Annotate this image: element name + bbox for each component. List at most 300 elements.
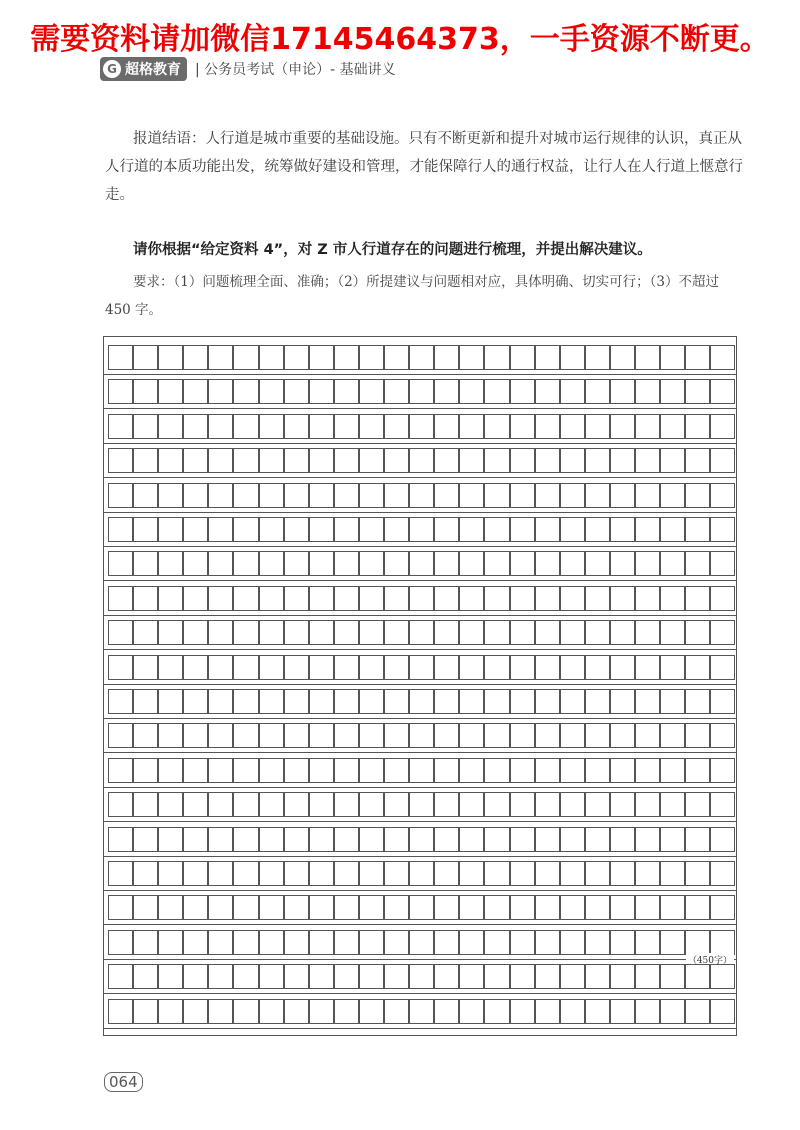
grid-cell[interactable] <box>585 861 610 886</box>
grid-cell[interactable] <box>158 861 183 886</box>
grid-cell[interactable] <box>535 792 560 817</box>
grid-cell[interactable] <box>459 827 484 852</box>
grid-cell[interactable] <box>459 483 484 508</box>
grid-cell[interactable] <box>710 792 735 817</box>
grid-cell[interactable] <box>384 827 409 852</box>
grid-cell[interactable] <box>535 586 560 611</box>
grid-cell[interactable] <box>409 895 434 920</box>
grid-cell[interactable] <box>660 930 685 955</box>
grid-cell[interactable] <box>284 827 309 852</box>
grid-cell[interactable] <box>710 655 735 680</box>
grid-cell[interactable] <box>233 758 258 783</box>
grid-cell[interactable] <box>108 861 133 886</box>
grid-cell[interactable] <box>183 895 208 920</box>
grid-cell[interactable] <box>158 723 183 748</box>
grid-cell[interactable] <box>685 448 710 473</box>
grid-cell[interactable] <box>309 586 334 611</box>
grid-cell[interactable] <box>459 999 484 1024</box>
grid-cell[interactable] <box>208 861 233 886</box>
grid-cell[interactable] <box>710 586 735 611</box>
grid-cell[interactable] <box>535 345 560 370</box>
grid-cell[interactable] <box>459 758 484 783</box>
grid-cell[interactable] <box>660 689 685 714</box>
grid-cell[interactable] <box>259 379 284 404</box>
grid-cell[interactable] <box>158 379 183 404</box>
grid-cell[interactable] <box>233 483 258 508</box>
grid-cell[interactable] <box>409 379 434 404</box>
grid-cell[interactable] <box>510 379 535 404</box>
grid-cell[interactable] <box>208 758 233 783</box>
grid-cell[interactable] <box>610 620 635 645</box>
grid-cell[interactable] <box>334 620 359 645</box>
grid-cell[interactable] <box>284 551 309 576</box>
grid-cell[interactable] <box>384 414 409 439</box>
grid-cell[interactable] <box>309 827 334 852</box>
grid-cell[interactable] <box>585 689 610 714</box>
grid-cell[interactable] <box>510 551 535 576</box>
grid-cell[interactable] <box>610 723 635 748</box>
grid-cell[interactable] <box>710 345 735 370</box>
grid-cell[interactable] <box>208 379 233 404</box>
grid-cell[interactable] <box>560 655 585 680</box>
grid-cell[interactable] <box>233 689 258 714</box>
grid-cell[interactable] <box>133 895 158 920</box>
grid-cell[interactable] <box>510 483 535 508</box>
grid-cell[interactable] <box>359 930 384 955</box>
grid-cell[interactable] <box>183 861 208 886</box>
grid-cell[interactable] <box>334 827 359 852</box>
grid-cell[interactable] <box>108 930 133 955</box>
grid-cell[interactable] <box>710 517 735 542</box>
grid-cell[interactable] <box>384 792 409 817</box>
grid-cell[interactable] <box>635 620 660 645</box>
grid-cell[interactable] <box>309 861 334 886</box>
grid-cell[interactable] <box>710 964 735 989</box>
grid-cell[interactable] <box>384 930 409 955</box>
grid-cell[interactable] <box>309 895 334 920</box>
grid-cell[interactable] <box>108 517 133 542</box>
grid-cell[interactable] <box>108 758 133 783</box>
grid-cell[interactable] <box>233 861 258 886</box>
grid-cell[interactable] <box>710 827 735 852</box>
grid-cell[interactable] <box>484 861 509 886</box>
grid-cell[interactable] <box>484 655 509 680</box>
grid-cell[interactable] <box>434 999 459 1024</box>
grid-cell[interactable] <box>459 655 484 680</box>
grid-cell[interactable] <box>685 689 710 714</box>
grid-cell[interactable] <box>710 758 735 783</box>
grid-cell[interactable] <box>484 448 509 473</box>
grid-cell[interactable] <box>309 723 334 748</box>
grid-cell[interactable] <box>660 758 685 783</box>
grid-cell[interactable] <box>284 723 309 748</box>
grid-cell[interactable] <box>334 999 359 1024</box>
grid-cell[interactable] <box>585 551 610 576</box>
grid-cell[interactable] <box>710 861 735 886</box>
grid-cell[interactable] <box>685 930 710 955</box>
grid-cell[interactable] <box>484 620 509 645</box>
grid-cell[interactable] <box>660 379 685 404</box>
grid-cell[interactable] <box>208 414 233 439</box>
grid-cell[interactable] <box>334 414 359 439</box>
grid-cell[interactable] <box>309 655 334 680</box>
grid-cell[interactable] <box>384 895 409 920</box>
grid-cell[interactable] <box>183 792 208 817</box>
grid-cell[interactable] <box>610 345 635 370</box>
grid-cell[interactable] <box>384 758 409 783</box>
grid-cell[interactable] <box>334 551 359 576</box>
grid-cell[interactable] <box>585 586 610 611</box>
grid-cell[interactable] <box>560 999 585 1024</box>
grid-cell[interactable] <box>685 758 710 783</box>
grid-cell[interactable] <box>459 930 484 955</box>
grid-cell[interactable] <box>359 586 384 611</box>
grid-cell[interactable] <box>158 517 183 542</box>
grid-cell[interactable] <box>133 723 158 748</box>
grid-cell[interactable] <box>183 655 208 680</box>
grid-cell[interactable] <box>459 414 484 439</box>
grid-cell[interactable] <box>183 551 208 576</box>
grid-cell[interactable] <box>434 551 459 576</box>
grid-cell[interactable] <box>459 448 484 473</box>
grid-cell[interactable] <box>560 827 585 852</box>
grid-cell[interactable] <box>459 379 484 404</box>
grid-cell[interactable] <box>459 551 484 576</box>
grid-cell[interactable] <box>233 414 258 439</box>
grid-cell[interactable] <box>259 861 284 886</box>
grid-cell[interactable] <box>259 414 284 439</box>
grid-cell[interactable] <box>384 483 409 508</box>
grid-cell[interactable] <box>409 620 434 645</box>
grid-cell[interactable] <box>208 448 233 473</box>
grid-cell[interactable] <box>560 414 585 439</box>
grid-cell[interactable] <box>158 999 183 1024</box>
grid-cell[interactable] <box>685 379 710 404</box>
grid-cell[interactable] <box>334 586 359 611</box>
grid-cell[interactable] <box>208 483 233 508</box>
grid-cell[interactable] <box>409 792 434 817</box>
grid-cell[interactable] <box>208 964 233 989</box>
grid-cell[interactable] <box>660 895 685 920</box>
grid-cell[interactable] <box>635 723 660 748</box>
grid-cell[interactable] <box>108 895 133 920</box>
grid-cell[interactable] <box>133 517 158 542</box>
grid-cell[interactable] <box>309 551 334 576</box>
grid-cell[interactable] <box>208 999 233 1024</box>
grid-cell[interactable] <box>259 930 284 955</box>
grid-cell[interactable] <box>409 723 434 748</box>
grid-cell[interactable] <box>434 655 459 680</box>
grid-cell[interactable] <box>459 620 484 645</box>
grid-cell[interactable] <box>484 999 509 1024</box>
grid-cell[interactable] <box>158 895 183 920</box>
grid-cell[interactable] <box>635 414 660 439</box>
grid-cell[interactable] <box>133 345 158 370</box>
grid-cell[interactable] <box>635 930 660 955</box>
grid-cell[interactable] <box>459 895 484 920</box>
grid-cell[interactable] <box>384 345 409 370</box>
grid-cell[interactable] <box>510 930 535 955</box>
grid-cell[interactable] <box>560 379 585 404</box>
grid-cell[interactable] <box>359 758 384 783</box>
grid-cell[interactable] <box>133 999 158 1024</box>
grid-cell[interactable] <box>635 964 660 989</box>
grid-cell[interactable] <box>459 964 484 989</box>
grid-cell[interactable] <box>535 964 560 989</box>
grid-cell[interactable] <box>434 586 459 611</box>
grid-cell[interactable] <box>484 895 509 920</box>
grid-cell[interactable] <box>233 930 258 955</box>
grid-cell[interactable] <box>183 827 208 852</box>
grid-cell[interactable] <box>158 827 183 852</box>
grid-cell[interactable] <box>309 999 334 1024</box>
grid-cell[interactable] <box>208 517 233 542</box>
grid-cell[interactable] <box>459 723 484 748</box>
grid-cell[interactable] <box>334 723 359 748</box>
grid-cell[interactable] <box>585 414 610 439</box>
grid-cell[interactable] <box>233 448 258 473</box>
grid-cell[interactable] <box>510 620 535 645</box>
grid-cell[interactable] <box>710 895 735 920</box>
grid-cell[interactable] <box>309 345 334 370</box>
grid-cell[interactable] <box>710 930 735 955</box>
grid-cell[interactable] <box>133 861 158 886</box>
grid-cell[interactable] <box>384 723 409 748</box>
grid-cell[interactable] <box>459 517 484 542</box>
grid-cell[interactable] <box>133 964 158 989</box>
grid-cell[interactable] <box>334 895 359 920</box>
grid-cell[interactable] <box>635 792 660 817</box>
grid-cell[interactable] <box>108 655 133 680</box>
grid-cell[interactable] <box>133 448 158 473</box>
grid-cell[interactable] <box>610 930 635 955</box>
grid-cell[interactable] <box>560 551 585 576</box>
grid-cell[interactable] <box>685 483 710 508</box>
grid-cell[interactable] <box>208 895 233 920</box>
grid-cell[interactable] <box>585 999 610 1024</box>
grid-cell[interactable] <box>635 827 660 852</box>
grid-cell[interactable] <box>259 483 284 508</box>
grid-cell[interactable] <box>635 895 660 920</box>
grid-cell[interactable] <box>259 448 284 473</box>
grid-cell[interactable] <box>334 964 359 989</box>
grid-cell[interactable] <box>585 827 610 852</box>
grid-cell[interactable] <box>359 483 384 508</box>
grid-cell[interactable] <box>284 792 309 817</box>
grid-cell[interactable] <box>284 655 309 680</box>
grid-cell[interactable] <box>660 620 685 645</box>
grid-cell[interactable] <box>133 620 158 645</box>
grid-cell[interactable] <box>359 827 384 852</box>
grid-cell[interactable] <box>635 758 660 783</box>
grid-cell[interactable] <box>610 689 635 714</box>
grid-cell[interactable] <box>158 414 183 439</box>
grid-cell[interactable] <box>158 448 183 473</box>
grid-cell[interactable] <box>660 827 685 852</box>
grid-cell[interactable] <box>660 792 685 817</box>
grid-cell[interactable] <box>535 827 560 852</box>
grid-cell[interactable] <box>484 689 509 714</box>
grid-cell[interactable] <box>660 586 685 611</box>
grid-cell[interactable] <box>158 758 183 783</box>
grid-cell[interactable] <box>560 930 585 955</box>
grid-cell[interactable] <box>610 414 635 439</box>
grid-cell[interactable] <box>409 414 434 439</box>
grid-cell[interactable] <box>233 792 258 817</box>
grid-cell[interactable] <box>434 964 459 989</box>
grid-cell[interactable] <box>409 689 434 714</box>
grid-cell[interactable] <box>560 723 585 748</box>
grid-cell[interactable] <box>284 483 309 508</box>
grid-cell[interactable] <box>233 723 258 748</box>
grid-cell[interactable] <box>535 620 560 645</box>
grid-cell[interactable] <box>434 861 459 886</box>
grid-cell[interactable] <box>510 345 535 370</box>
grid-cell[interactable] <box>259 895 284 920</box>
grid-cell[interactable] <box>535 723 560 748</box>
grid-cell[interactable] <box>359 345 384 370</box>
grid-cell[interactable] <box>133 483 158 508</box>
grid-cell[interactable] <box>635 999 660 1024</box>
grid-cell[interactable] <box>685 620 710 645</box>
grid-cell[interactable] <box>183 345 208 370</box>
grid-cell[interactable] <box>133 655 158 680</box>
grid-cell[interactable] <box>334 758 359 783</box>
grid-cell[interactable] <box>284 999 309 1024</box>
grid-cell[interactable] <box>660 517 685 542</box>
grid-cell[interactable] <box>233 655 258 680</box>
grid-cell[interactable] <box>208 930 233 955</box>
grid-cell[interactable] <box>610 792 635 817</box>
grid-cell[interactable] <box>510 827 535 852</box>
grid-cell[interactable] <box>309 930 334 955</box>
grid-cell[interactable] <box>384 379 409 404</box>
grid-cell[interactable] <box>158 689 183 714</box>
grid-cell[interactable] <box>158 586 183 611</box>
grid-cell[interactable] <box>685 895 710 920</box>
grid-cell[interactable] <box>409 517 434 542</box>
grid-cell[interactable] <box>409 551 434 576</box>
grid-cell[interactable] <box>484 723 509 748</box>
grid-cell[interactable] <box>309 758 334 783</box>
grid-cell[interactable] <box>585 379 610 404</box>
grid-cell[interactable] <box>284 345 309 370</box>
grid-cell[interactable] <box>359 379 384 404</box>
grid-cell[interactable] <box>384 586 409 611</box>
grid-cell[interactable] <box>484 345 509 370</box>
grid-cell[interactable] <box>434 345 459 370</box>
grid-cell[interactable] <box>259 827 284 852</box>
grid-cell[interactable] <box>359 792 384 817</box>
grid-cell[interactable] <box>259 655 284 680</box>
grid-cell[interactable] <box>610 448 635 473</box>
grid-cell[interactable] <box>133 586 158 611</box>
grid-cell[interactable] <box>685 414 710 439</box>
grid-cell[interactable] <box>259 758 284 783</box>
grid-cell[interactable] <box>660 483 685 508</box>
grid-cell[interactable] <box>183 620 208 645</box>
grid-cell[interactable] <box>635 586 660 611</box>
grid-cell[interactable] <box>359 655 384 680</box>
grid-cell[interactable] <box>535 758 560 783</box>
grid-cell[interactable] <box>660 723 685 748</box>
grid-cell[interactable] <box>459 792 484 817</box>
grid-cell[interactable] <box>660 414 685 439</box>
grid-cell[interactable] <box>560 586 585 611</box>
grid-cell[interactable] <box>510 414 535 439</box>
grid-cell[interactable] <box>359 861 384 886</box>
grid-cell[interactable] <box>233 345 258 370</box>
grid-cell[interactable] <box>585 345 610 370</box>
grid-cell[interactable] <box>284 620 309 645</box>
grid-cell[interactable] <box>384 964 409 989</box>
grid-cell[interactable] <box>183 414 208 439</box>
grid-cell[interactable] <box>359 414 384 439</box>
grid-cell[interactable] <box>233 964 258 989</box>
grid-cell[interactable] <box>284 689 309 714</box>
grid-cell[interactable] <box>309 517 334 542</box>
grid-cell[interactable] <box>233 379 258 404</box>
grid-cell[interactable] <box>585 483 610 508</box>
grid-cell[interactable] <box>610 517 635 542</box>
grid-cell[interactable] <box>133 827 158 852</box>
grid-cell[interactable] <box>484 586 509 611</box>
grid-cell[interactable] <box>484 827 509 852</box>
grid-cell[interactable] <box>359 620 384 645</box>
grid-cell[interactable] <box>560 517 585 542</box>
grid-cell[interactable] <box>309 414 334 439</box>
grid-cell[interactable] <box>384 517 409 542</box>
grid-cell[interactable] <box>685 999 710 1024</box>
grid-cell[interactable] <box>133 758 158 783</box>
grid-cell[interactable] <box>233 827 258 852</box>
grid-cell[interactable] <box>309 620 334 645</box>
grid-cell[interactable] <box>108 483 133 508</box>
grid-cell[interactable] <box>535 379 560 404</box>
grid-cell[interactable] <box>535 861 560 886</box>
grid-cell[interactable] <box>685 551 710 576</box>
grid-cell[interactable] <box>434 414 459 439</box>
grid-cell[interactable] <box>585 723 610 748</box>
grid-cell[interactable] <box>484 517 509 542</box>
grid-cell[interactable] <box>284 861 309 886</box>
grid-cell[interactable] <box>484 551 509 576</box>
grid-cell[interactable] <box>585 655 610 680</box>
grid-cell[interactable] <box>133 930 158 955</box>
grid-cell[interactable] <box>535 448 560 473</box>
grid-cell[interactable] <box>409 655 434 680</box>
grid-cell[interactable] <box>309 964 334 989</box>
grid-cell[interactable] <box>585 930 610 955</box>
grid-cell[interactable] <box>560 758 585 783</box>
grid-cell[interactable] <box>158 551 183 576</box>
grid-cell[interactable] <box>710 483 735 508</box>
grid-cell[interactable] <box>208 586 233 611</box>
grid-cell[interactable] <box>359 999 384 1024</box>
grid-cell[interactable] <box>158 792 183 817</box>
grid-cell[interactable] <box>434 379 459 404</box>
grid-cell[interactable] <box>585 758 610 783</box>
grid-cell[interactable] <box>284 379 309 404</box>
grid-cell[interactable] <box>359 723 384 748</box>
grid-cell[interactable] <box>409 448 434 473</box>
grid-cell[interactable] <box>710 723 735 748</box>
grid-cell[interactable] <box>635 655 660 680</box>
grid-cell[interactable] <box>510 758 535 783</box>
grid-cell[interactable] <box>434 827 459 852</box>
grid-cell[interactable] <box>510 586 535 611</box>
grid-cell[interactable] <box>585 448 610 473</box>
